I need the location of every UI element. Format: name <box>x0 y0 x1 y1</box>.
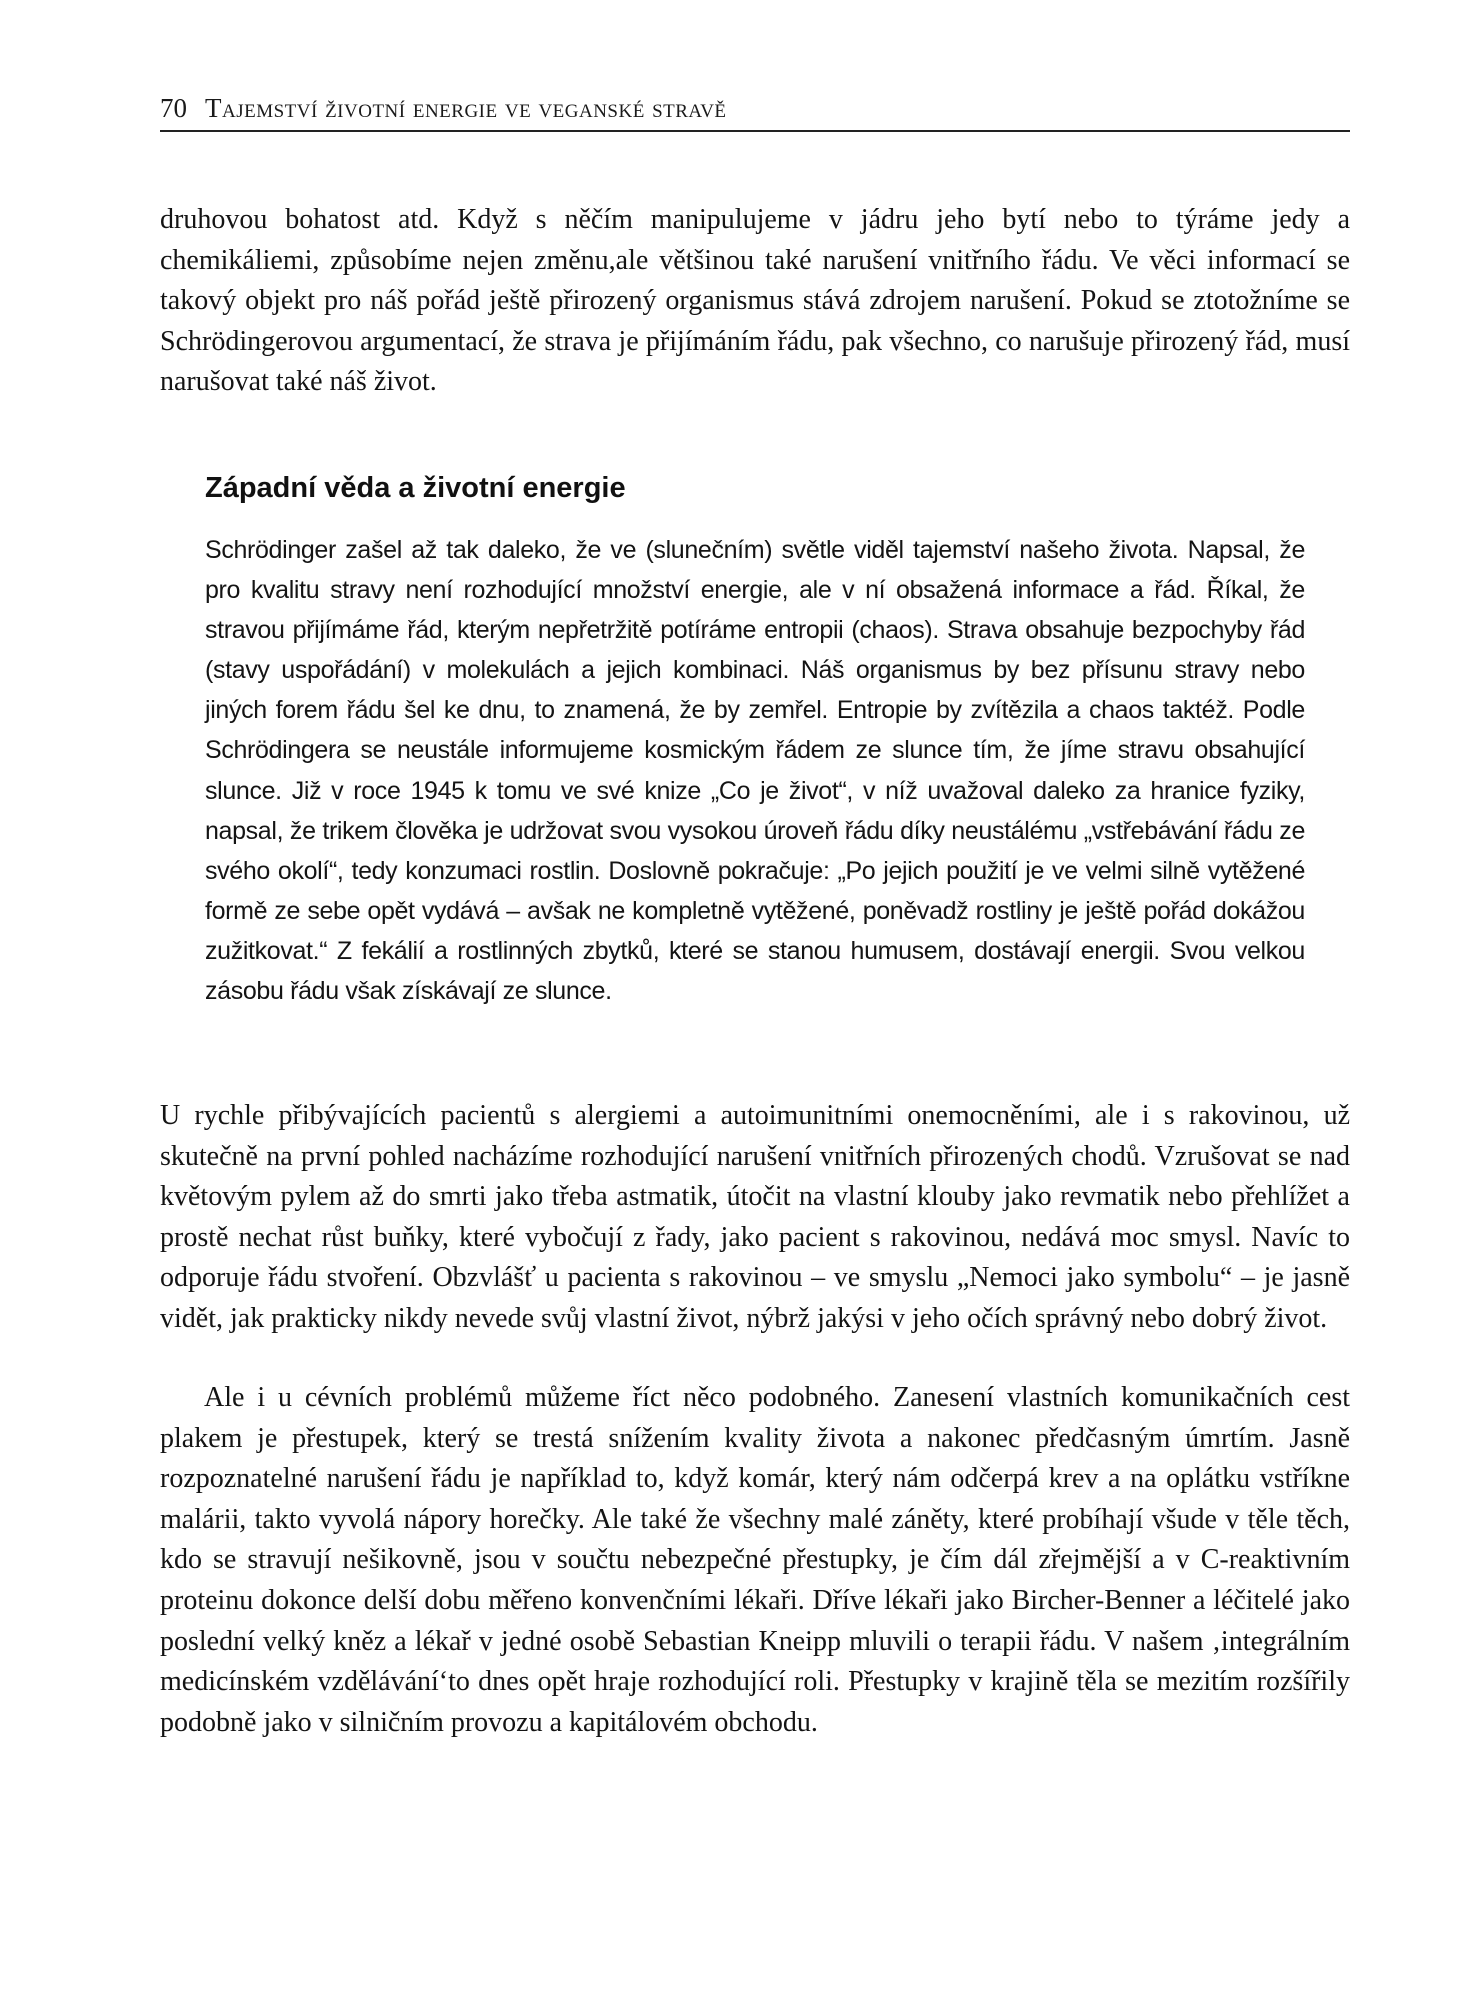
paragraph-top: druhovou bohatost atd. Když s něčím manipulujeme v jádru jeho bytí nebo to týráme jedy a chemikáliemi, způsobíme nejen změnu,ale většinou také narušení vnitřního řádu. Ve věci informací se takový objekt pro náš pořád ještě přirozený organismus stává zdrojem narušení. Pokud se ztotožníme se Schrödingerovou argumentací, že strava je přijímáním řádu, pak všechno, co narušuje přirozený řád, musí narušovat také náš život. <box>160 204 1350 398</box>
header-rule <box>160 130 1350 132</box>
page-number: 70 <box>160 93 187 123</box>
running-header <box>160 88 1350 128</box>
section-heading: Západní věda a životní energie <box>205 472 626 505</box>
paragraph-allergies: U rychle přibývajících pacientů s alergiemi a autoimunitními onemocněními, ale i s rakovinou, už skutečně na první pohled nacházíme rozhodující narušení vnitřních přirozených chodů. Vzrušovat se nad květovým pylem až do smrti jako třeba astmatik, útočit na vlastní klouby jako revmatik nebo přehlížet a prostě nechat růst buňky, které vybočují z řady, jako pacient s rakovinou, nedává moc smysl. Navíc to odporuje řádu stvoření. Obzvlášť u pacienta s rakovinou – ve smyslu „Nemoci jako symbolu“ – je jasně vidět, jak prakticky nikdy nevede svůj vlastní život, nýbrž jakýsi v jeho očích správný nebo dobrý život. <box>160 1100 1350 1334</box>
paragraph-vascular: Ale i u cévních problémů můžeme říct něco podobného. Zanesení vlastních komunikačních cest plakem je přestupek, který se trestá snížením kvality života a nakonec předčasným úmrtím. Jasně rozpoznatelné narušení řádu je například to, když komár, který nám odčerpá krev a na oplátku vstříkne malárii, takto vyvolá nápory horečky. Ale také že všechny malé záněty, které probíhají všude v těle těch, kdo se stravují nešikovně, jsou v součtu nebezpečné přestupky, je čím dál zřejmější a v C-reaktivním proteinu dokonce delší dobu měřeno konvenčními lékaři. Dříve lékaři jako Bircher-Benner a léčitelé jako poslední velký kněz a lékař v jedné osobě Sebastian Kneipp mluvili o terapii řádu. V našem ‚integrálním medicínském vzdělávání‘to dnes opět hraje rozhodující roli. Přestupky v krajině těla se mezitím rozšířily podobně jako v silničním provozu a kapitálovém obchodu. <box>160 1382 1350 1738</box>
quote-block: Schrödinger zašel až tak daleko, že ve (slunečním) světle viděl tajemství našeho života. Napsal, že pro kvalitu stravy není rozhodující množství energie, ale v ní obsažená informace a řád. Říkal, že stravou přijímáme řád, kterým nepřetržitě potíráme entropii (chaos). Strava obsahuje bezpochyby řád (stavy uspořádání) v molekulách a jejich kombinaci. Náš organismus by bez přísunu stravy nebo jiných forem řádu šel ke dnu, to znamená, že by zemřel. Entropie by zvítězila a chaos taktéž. Podle Schrödingera se neustále informujeme kosmickým řádem ze slunce tím, že jíme stravu obsahující slunce. Již v roce 1945 k tomu ve své knize „Co je život“, v níž uvažoval daleko za hranice fyziky, napsal, že trikem člověka je udržovat svou vysokou úroveň řádu díky neustálému „vstřebávání řádu ze svého okolí“, tedy konzumaci rostlin. Doslovně pokračuje: „Po jejich použití je ve velmi silně vytěžené formě ze sebe opět vydává – avšak ne kompletně vytěžené, poněvadž rostliny je ještě pořád dokážou zužitkovat.“ Z fekálií a rostlinných zbytků, které se stanou humusem, dostávají energii. Svou velkou zásobu řádu však získávají ze slunce. <box>205 536 1305 1006</box>
book-title: Tajemství životní energie ve veganské stravě <box>205 93 727 123</box>
